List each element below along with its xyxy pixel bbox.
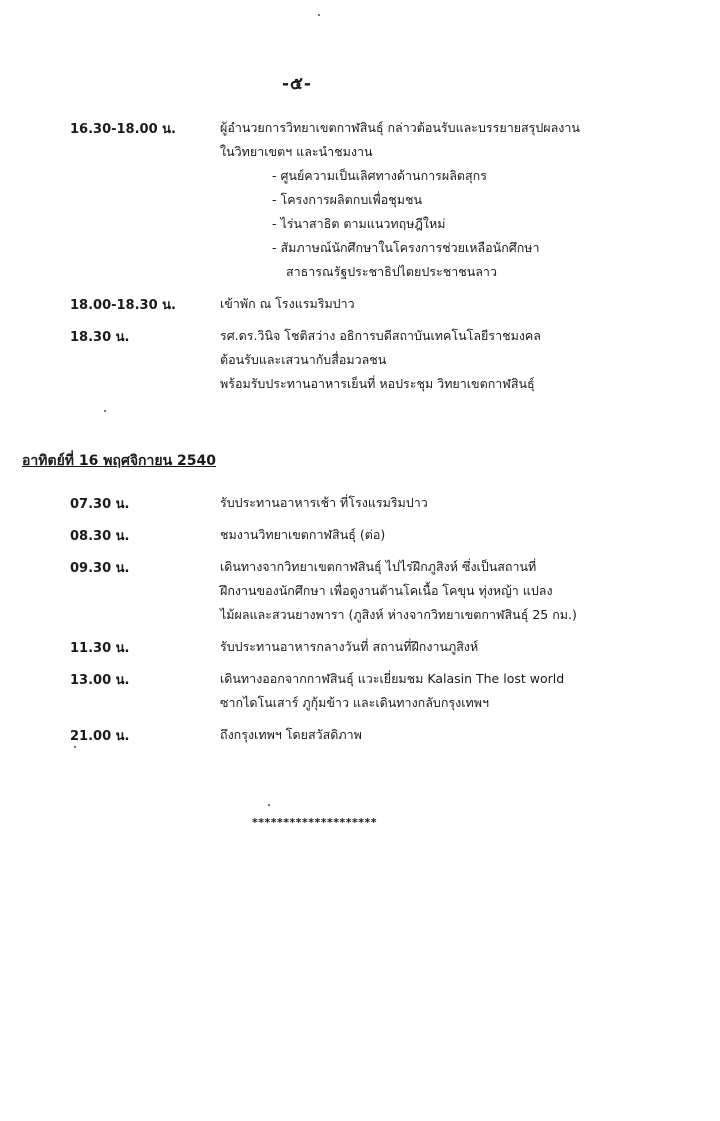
schedule-time: 13.00 น. bbox=[70, 673, 130, 688]
schedule-time: 18.00-18.30 น. bbox=[70, 298, 176, 313]
schedule-line: ชมงานวิทยาเขตกาฬสินธุ์ (ต่อ) bbox=[220, 527, 386, 542]
schedule-time: 18.30 น. bbox=[70, 330, 130, 345]
day-heading: อาทิตย์ที่ 16 พฤศจิกายน 2540 bbox=[22, 453, 216, 469]
end-marker: ******************** bbox=[252, 816, 378, 829]
schedule-line: เดินทางออกจากกาฬสินธุ์ แวะเยี่ยมชม Kalasin The lost world bbox=[220, 671, 565, 686]
schedule-bullet: - โครงการผลิตกบเพื่อชุมชน bbox=[272, 192, 423, 207]
schedule-bullet-continuation: สาธารณรัฐประชาธิปไตยประชาชนลาว bbox=[286, 264, 497, 279]
schedule-time: 16.30-18.00 น. bbox=[70, 122, 176, 137]
schedule-line: ซากไดโนเสาร์ ภูกุ้มข้าว และเดินทางกลับกรุงเทพฯ bbox=[220, 695, 489, 710]
schedule-line: ผู้อำนวยการวิทยาเขตกาฬสินธุ์ กล่าวต้อนรับและบรรยายสรุปผลงาน bbox=[220, 120, 580, 135]
schedule-time: 08.30 น. bbox=[70, 529, 130, 544]
scan-speck bbox=[74, 746, 76, 748]
schedule-bullet: - ศูนย์ความเป็นเลิศทางด้านการผลิตสุกร bbox=[272, 168, 487, 183]
schedule-line: รศ.ดร.วินิจ โชติสว่าง อธิการบดีสถาบันเทคโนโลยีราชมงคล bbox=[220, 328, 541, 343]
schedule-time: 11.30 น. bbox=[70, 641, 130, 656]
schedule-line: พร้อมรับประทานอาหารเย็นที่ หอประชุม วิทยาเขตกาฬสินธุ์ bbox=[220, 376, 535, 391]
schedule-line: ในวิทยาเขตฯ และนำชมงาน bbox=[220, 144, 373, 159]
schedule-line: ถึงกรุงเทพฯ โดยสวัสดิภาพ bbox=[220, 727, 362, 742]
schedule-time: 09.30 น. bbox=[70, 561, 130, 576]
schedule-time: 07.30 น. bbox=[70, 497, 130, 512]
scan-speck bbox=[268, 804, 270, 806]
schedule-line: รับประทานอาหารเช้า ที่โรงแรมริมปาว bbox=[220, 495, 428, 510]
schedule-time: 21.00 น. bbox=[70, 729, 130, 744]
schedule-line: เดินทางจากวิทยาเขตกาฬสินธุ์ ไปไร่ฝึกภูสิงห์ ซึ่งเป็นสถานที่ bbox=[220, 559, 537, 574]
schedule-line: ฝึกงานของนักศึกษา เพื่อดูงานด้านโคเนื้อ โคขุน ทุ่งหญ้า แปลง bbox=[220, 583, 553, 598]
schedule-bullet: - สัมภาษณ์นักศึกษาในโครงการช่วยเหลือนักศึกษา bbox=[272, 240, 540, 255]
schedule-bullet: - ไร่นาสาธิต ตามแนวทฤษฎีใหม่ bbox=[272, 216, 446, 231]
schedule-line: ไม้ผลและสวนยางพารา (ภูสิงห์ ห่างจากวิทยาเขตกาฬสินธุ์ 25 กม.) bbox=[220, 607, 577, 622]
scan-speck bbox=[104, 410, 106, 412]
schedule-line: รับประทานอาหารกลางวันที่ สถานที่ฝึกงานภูสิงห์ bbox=[220, 639, 479, 654]
schedule-line: เข้าพัก ณ โรงแรมริมปาว bbox=[220, 296, 355, 311]
scan-speck bbox=[318, 14, 320, 16]
page-number: -๕- bbox=[282, 74, 312, 94]
schedule-line: ต้อนรับและเสวนากับสื่อมวลชน bbox=[220, 352, 387, 367]
